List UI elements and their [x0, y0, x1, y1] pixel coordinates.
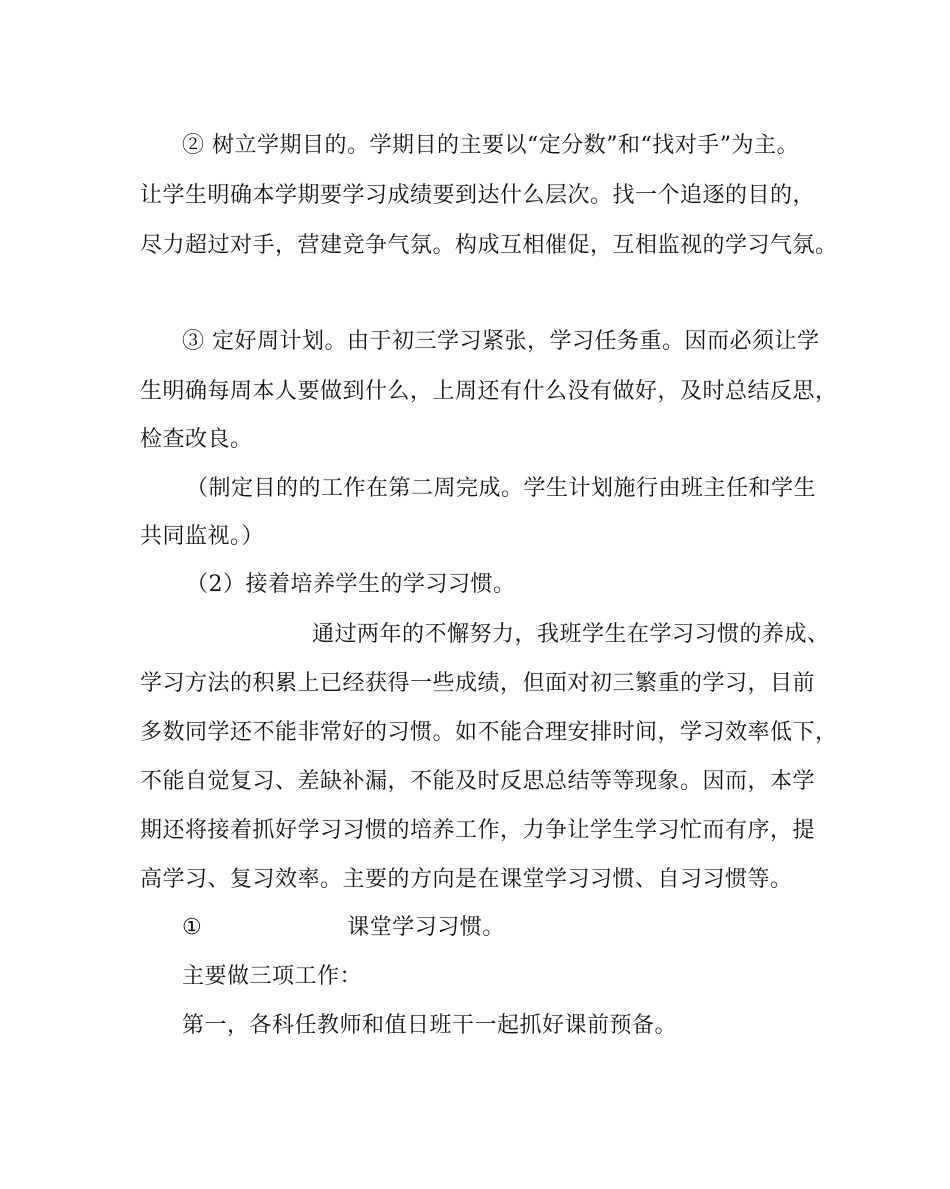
paragraph-habits-line-2: 学习方法的积累上已经获得一些成绩，但面对初三繁重的学习，目前 — [140, 671, 816, 696]
paragraph-note-line-2: 共同监视。） — [140, 524, 265, 549]
paragraph-note-line-1: （制定目的的工作在第二周完成。学生计划施行由班主任和学生 — [186, 476, 817, 501]
paragraph-habits-line-6: 高学习、复习效率。主要的方向是在课堂学习习惯、自习习惯等。 — [140, 867, 793, 892]
paragraph-weekly-line-1: ③ 定好周计划。由于初三学习紧张，学习任务重。因而必须让学 — [182, 329, 820, 354]
paragraph-weekly-line-2: 生明确每周本人要做到什么，上周还有什么没有做好，及时总结反思， — [140, 379, 838, 404]
circled-number-one: ① — [182, 915, 203, 940]
paragraph-weekly-line-3: 检查改良。 — [140, 427, 253, 452]
paragraph-habits-line-3: 多数同学还不能非常好的习惯。如不能合理安排时间，学习效率低下， — [140, 720, 838, 745]
subheading-classroom-habits-label: 课堂学习习惯。 — [347, 915, 505, 940]
paragraph-habits-line-5: 期还将接着抓好学习习惯的培养工作，力争让学生学习忙而有序，提 — [140, 818, 816, 843]
section-heading-habits: （2）接着培养学生的学习习惯。 — [186, 572, 516, 597]
paragraph-three-tasks: 主要做三项工作： — [182, 964, 363, 989]
paragraph-goal-line-1: ② 树立学期目的。学期目的主要以“定分数”和“找对手”为主。 — [182, 133, 799, 158]
paragraph-goal-line-3: 尽力超过对手，营建竞争气氛。构成互相催促，互相监视的学习气氛。 — [140, 233, 838, 258]
paragraph-habits-line-4: 不能自觉复习、差缺补漏，不能及时反思总结等等现象。因而，本学 — [140, 769, 816, 794]
paragraph-habits-line-1: 通过两年的不懈努力，我班学生在学习习惯的养成、 — [312, 622, 830, 647]
paragraph-first-task: 第一，各科任教师和值日班干一起抓好课前预备。 — [182, 1013, 678, 1038]
subheading-classroom-habits — [182, 913, 505, 943]
paragraph-goal-line-2: 让学生明确本学期要学习成绩要到达什么层次。找一个追逐的目的， — [140, 183, 816, 208]
